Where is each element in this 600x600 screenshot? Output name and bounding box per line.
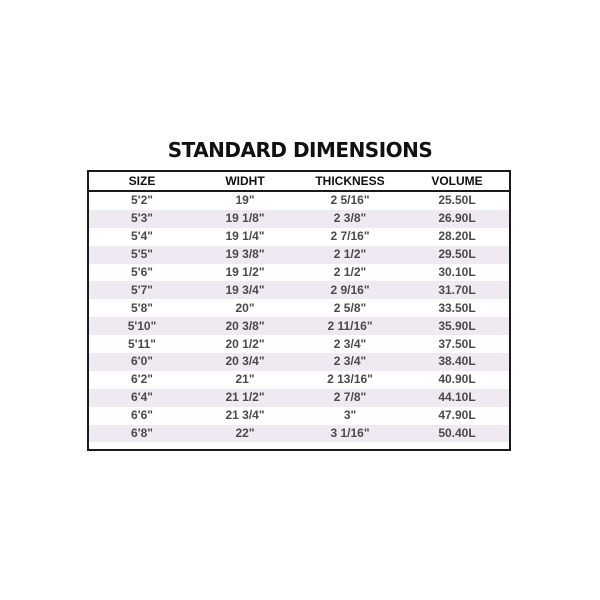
header-volume: VOLUME: [431, 174, 483, 188]
width-cell: 22": [235, 426, 255, 441]
size-cell: 5'5": [131, 247, 153, 262]
header-thickness: THICKNESS: [315, 174, 385, 188]
size-cell: 5'3": [131, 211, 153, 226]
table-row: [89, 246, 509, 264]
thickness-cell: 2 7/8": [333, 390, 367, 405]
header-size: SIZE: [128, 174, 156, 188]
size-cell: 6'4": [131, 390, 153, 405]
thickness-cell: 2 7/16": [330, 229, 370, 244]
size-cell: 5'2": [131, 193, 153, 208]
table-row: [89, 210, 509, 228]
table-row: [89, 371, 509, 389]
size-cell: 5'10": [127, 318, 157, 333]
table-row: [89, 228, 509, 246]
volume-cell: 47.90L: [438, 408, 476, 423]
thickness-cell: 2 5/16": [330, 193, 370, 208]
thickness-cell: 2 3/4": [333, 354, 367, 369]
table-row: [89, 389, 509, 407]
size-cell: 6'8": [131, 426, 153, 441]
size-cell: 5'6": [131, 265, 153, 279]
table-body: [89, 192, 509, 442]
volume-cell: 31.70L: [438, 282, 476, 297]
size-cell: 6'6": [131, 408, 153, 423]
size-cell: 5'11": [128, 336, 156, 351]
width-cell: 19 3/4": [225, 282, 265, 297]
table-row: [89, 281, 509, 299]
table-row: [89, 407, 509, 425]
width-cell: 20 3/8": [225, 318, 265, 333]
width-cell: 21 3/4": [225, 408, 265, 423]
volume-cell: 40.90L: [438, 372, 476, 387]
size-cell: 5'4": [131, 229, 153, 244]
volume-cell: 44.10L: [438, 390, 476, 405]
thickness-cell: 2 1/2": [333, 247, 367, 262]
width-cell: 19": [235, 193, 255, 208]
volume-cell: 35.90L: [438, 318, 476, 333]
width-cell: 19 1/2": [225, 265, 265, 279]
table-row: [89, 425, 509, 443]
table-row: [89, 264, 509, 282]
thickness-cell: 2 13/16": [327, 372, 373, 387]
volume-cell: 38.40L: [438, 354, 476, 369]
volume-cell: 50.40L: [438, 426, 476, 441]
volume-cell: 25.50L: [438, 193, 476, 208]
table-row: [89, 335, 509, 353]
thickness-cell: 2 5/8": [333, 300, 367, 315]
width-cell: 20 1/2": [225, 336, 265, 351]
thickness-cell: 2 9/16": [330, 282, 370, 297]
width-cell: 19 1/8": [225, 211, 265, 226]
thickness-cell: 3 1/16": [330, 426, 370, 441]
width-cell: 19 1/4": [225, 229, 265, 244]
table-row: [89, 192, 509, 210]
width-cell: 20": [235, 300, 255, 315]
volume-cell: 33.50L: [438, 300, 476, 315]
thickness-cell: 2 3/4": [333, 336, 367, 351]
volume-cell: 28.20L: [438, 229, 476, 244]
dimensions-table: [87, 170, 511, 451]
table-header-row: [89, 172, 509, 192]
width-cell: 21": [235, 372, 255, 387]
width-cell: 20 3/4": [225, 354, 265, 369]
volume-cell: 29.50L: [438, 247, 476, 262]
volume-cell: 37.50L: [438, 336, 476, 351]
size-cell: 6'2": [131, 372, 153, 387]
size-cell: 5'7": [131, 282, 153, 297]
thickness-cell: 2 11/16": [327, 318, 373, 333]
header-width: WIDHT: [225, 174, 265, 188]
width-cell: 21 1/2": [225, 390, 265, 405]
table-row: [89, 317, 509, 335]
thickness-cell: 3": [343, 408, 357, 423]
table-row: [89, 299, 509, 317]
size-cell: 6'0": [131, 354, 153, 369]
table-title: STANDARD DIMENSIONS: [167, 138, 433, 162]
table-row: [89, 353, 509, 371]
width-cell: 19 3/8": [225, 247, 265, 262]
thickness-cell: 2 1/2": [333, 265, 367, 279]
thickness-cell: 2 3/8": [333, 211, 367, 226]
size-cell: 5'8": [131, 300, 153, 315]
volume-cell: 30.10L: [438, 265, 476, 279]
volume-cell: 26.90L: [438, 211, 476, 226]
